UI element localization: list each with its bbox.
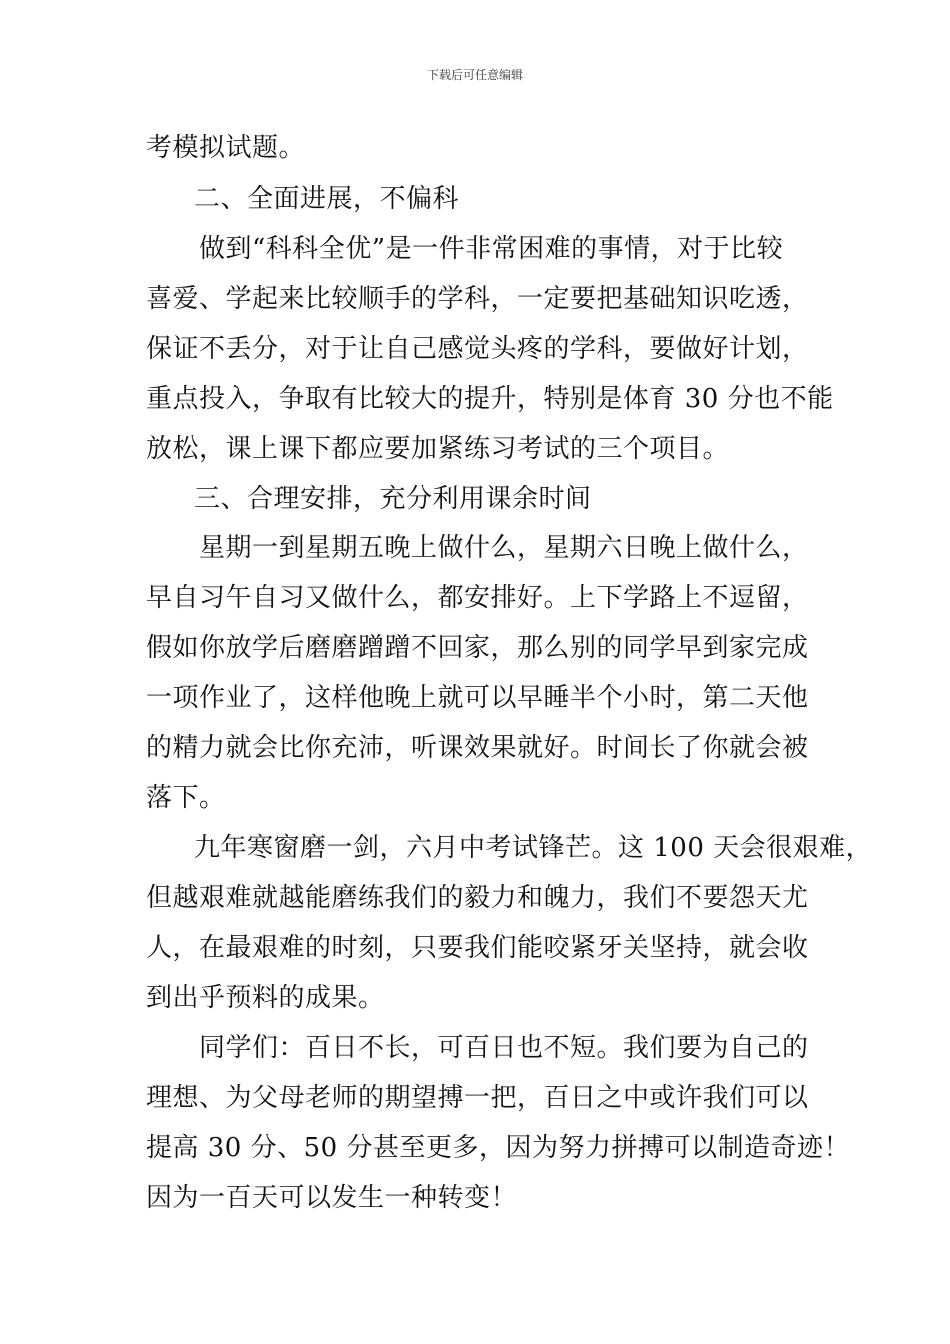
text-line: 九年寒窗磨一剑，六月中考试锋芒。这 100 天会很艰难， [194, 833, 873, 863]
section-heading: 二、全面进展，不偏科 [194, 184, 460, 214]
text-line: 理想、为父母老师的期望搏一把，百日之中或许我们可以 [146, 1083, 809, 1113]
text-line: 做到“科科全优”是一件非常困难的事情，对于比较 [199, 234, 784, 264]
page-header: 下载后可任意编辑 [426, 68, 523, 82]
text-line: 落下。 [146, 783, 226, 813]
text-line: 人，在最艰难的时刻，只要我们能咬紧牙关坚持，就会收 [146, 933, 809, 963]
section-heading: 三、合理安排，充分利用课余时间 [194, 484, 592, 514]
text-line: 但越艰难就越能磨练我们的毅力和魄力，我们不要怨天尤 [146, 883, 809, 913]
text-line: 重点投入，争取有比较大的提升，特别是体育 30 分也不能 [146, 384, 834, 414]
text-line: 考模拟试题。 [146, 133, 306, 163]
text-line: 喜爱、学起来比较顺手的学科，一定要把基础知识吃透， [146, 284, 809, 314]
text-line: 提高 30 分、50 分甚至更多，因为努力拼搏可以制造奇迹！ [146, 1133, 850, 1163]
text-line: 保证不丢分，对于让自己感觉头疼的学科，要做好计划， [146, 334, 809, 364]
text-line: 早自习午自习又做什么，都安排好。上下学路上不逗留， [146, 583, 809, 613]
text-line: 放松，课上课下都应要加紧练习考试的三个项目。 [146, 434, 730, 464]
text-line: 到出乎预料的成果。 [146, 983, 385, 1013]
text-line: 因为一百天可以发生一种转变！ [146, 1183, 518, 1213]
text-line: 假如你放学后磨磨蹭蹭不回家，那么别的同学早到家完成 [146, 633, 809, 663]
text-line: 一项作业了，这样他晚上就可以早睡半个小时，第二天他 [146, 683, 809, 713]
text-line: 同学们：百日不长，可百日也不短。我们要为自己的 [199, 1033, 809, 1063]
text-line: 的精力就会比你充沛，听课效果就好。时间长了你就会被 [146, 733, 809, 763]
text-line: 星期一到星期五晚上做什么，星期六日晚上做什么， [199, 533, 809, 563]
